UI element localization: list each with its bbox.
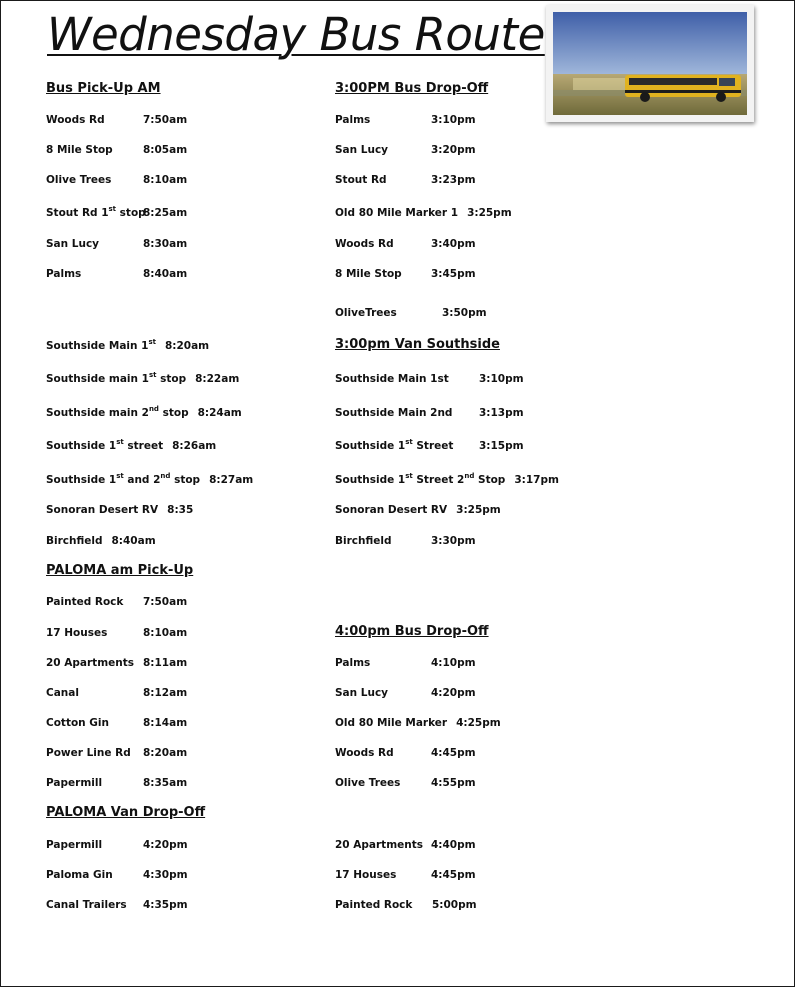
stop-row: [335, 144, 476, 156]
stop-name-text: Palms: [335, 114, 371, 126]
school-bus-photo: [546, 5, 754, 122]
am-pickup-heading: Bus Pick-Up AM: [46, 81, 161, 96]
stop-name: [335, 207, 458, 219]
stop-time: 4:35pm: [143, 899, 188, 911]
stop-name-text: street: [123, 440, 164, 452]
stop-name: [335, 839, 431, 851]
stop-row: [46, 899, 188, 911]
stop-row: [46, 717, 187, 729]
stop-name-text: Southside Main 2nd: [335, 407, 453, 419]
stop-row: [46, 144, 187, 156]
stop-name: [46, 268, 143, 280]
stop-time: 8:24am: [197, 407, 242, 419]
stop-name: [46, 407, 189, 419]
stop-name-text: Southside main 2: [46, 407, 149, 419]
stop-name-text: San Lucy: [335, 144, 389, 156]
stop-row: [46, 174, 187, 186]
stop-name-text: Southside main 1: [46, 373, 149, 385]
stop-row: [335, 899, 477, 911]
stop-name-text: Southside Main 1st: [335, 373, 449, 385]
stop-row: [46, 114, 187, 126]
stop-name: [335, 535, 431, 547]
stop-name: [46, 657, 143, 669]
stop-name: [46, 440, 163, 452]
stop-name: [46, 373, 186, 385]
stop-row: [46, 777, 187, 789]
stop-name: [335, 657, 431, 669]
stop-name-text: Painted Rock: [46, 596, 124, 608]
stop-row: [46, 687, 187, 699]
stop-name: [46, 747, 143, 759]
stop-name-text: Old 80 Mile Marker 1: [335, 207, 459, 219]
stop-name: [46, 839, 143, 851]
stop-name-text: Stout Rd 1: [46, 207, 109, 219]
stop-name: [335, 717, 447, 729]
stop-time: 8:11am: [143, 657, 188, 669]
stop-name-text: Southside 1: [46, 440, 117, 452]
stop-name-text: Old 80 Mile Marker: [335, 717, 448, 729]
stop-time: 8:35am: [143, 777, 188, 789]
stop-name-text: Power Line Rd: [46, 747, 131, 759]
stop-name-text: 20 Apartments: [46, 657, 134, 669]
stop-row: [46, 627, 187, 639]
stop-time: 4:25pm: [456, 717, 501, 729]
stop-name-text: Cotton Gin: [46, 717, 109, 729]
stop-name-text: 17 Houses: [46, 627, 108, 639]
ordinal-suffix: st: [148, 338, 156, 346]
ordinal-suffix: nd: [160, 472, 171, 480]
stop-name-text: Stout Rd: [335, 174, 387, 186]
stop-name: [46, 174, 143, 186]
van-300-heading: 3:00pm Van Southside: [335, 337, 500, 352]
stop-name-text: stop: [170, 474, 201, 486]
stop-row: [46, 440, 216, 452]
stop-name: [46, 627, 143, 639]
stop-time: 7:50am: [143, 114, 188, 126]
stop-time: 8:27am: [209, 474, 254, 486]
stop-name: [335, 307, 442, 319]
ordinal-suffix: st: [108, 205, 117, 213]
stop-row: [335, 717, 501, 729]
stop-row: [46, 407, 242, 419]
stop-name: [46, 504, 158, 516]
stop-time: 8:20am: [143, 747, 188, 759]
stop-time: 3:17pm: [514, 474, 559, 486]
stop-time: 7:50am: [143, 596, 188, 608]
stop-row: [335, 174, 476, 186]
stop-name: [46, 869, 143, 881]
stop-name: [335, 687, 431, 699]
stop-name-text: OliveTrees: [335, 307, 397, 319]
ordinal-suffix: st: [405, 438, 413, 446]
stop-time: 3:10pm: [479, 373, 524, 385]
stop-name: [46, 238, 143, 250]
stop-time: 8:25am: [143, 207, 188, 219]
stop-time: 4:30pm: [143, 869, 188, 881]
ordinal-suffix: st: [148, 371, 157, 379]
stop-time: 3:45pm: [431, 268, 476, 280]
stop-name-text: stop: [156, 373, 187, 385]
stop-time: 4:40pm: [431, 839, 476, 851]
stop-name-text: 20 Apartments: [335, 839, 423, 851]
stop-name-text: Stop: [474, 474, 506, 486]
stop-row: [46, 535, 156, 547]
stop-row: [335, 114, 476, 126]
stop-name-text: Woods Rd: [335, 238, 394, 250]
stop-name: [335, 238, 431, 250]
stop-name: [335, 504, 447, 516]
stop-name-text: Southside 1: [335, 440, 406, 452]
ordinal-suffix: nd: [464, 472, 475, 480]
stop-time: 3:15pm: [479, 440, 524, 452]
stop-name-text: Sonoran Desert RV: [335, 504, 448, 516]
stop-name: [335, 777, 431, 789]
stop-name: [46, 596, 143, 608]
stop-name: [335, 440, 479, 452]
stop-row: [46, 747, 187, 759]
stop-name: [335, 144, 431, 156]
paloma-am-heading: PALOMA am Pick-Up: [46, 563, 194, 578]
drop-400-heading: 4:00pm Bus Drop-Off: [335, 624, 489, 639]
stop-row: [46, 340, 209, 352]
stop-name-text: Southside 1: [46, 474, 117, 486]
stop-row: [46, 474, 253, 486]
stop-name-text: 8 Mile Stop: [46, 144, 113, 156]
stop-time: 8:12am: [143, 687, 188, 699]
bus-image: [553, 12, 747, 115]
stop-time: 3:40pm: [431, 238, 476, 250]
stop-name-text: Paloma Gin: [46, 869, 113, 881]
stop-time: 5:00pm: [432, 899, 477, 911]
stop-row: [335, 869, 476, 881]
stop-name: [46, 340, 156, 352]
stop-name: [46, 114, 143, 126]
stop-time: 3:25pm: [467, 207, 512, 219]
stop-name: [46, 205, 146, 219]
stop-row: [335, 474, 559, 486]
stop-name-text: Street: [412, 440, 454, 452]
stop-time: 8:05am: [143, 144, 188, 156]
stop-name-text: Southside 1: [335, 474, 406, 486]
stop-name-text: Olive Trees: [335, 777, 401, 789]
stop-name-text: San Lucy: [46, 238, 100, 250]
stop-name-text: Painted Rock: [335, 899, 413, 911]
stop-row: [335, 777, 476, 789]
stop-time: 8:10am: [143, 174, 188, 186]
stop-name: [46, 777, 143, 789]
stop-row: [46, 869, 188, 881]
stop-time: 3:10pm: [431, 114, 476, 126]
stop-time: 8:26am: [172, 440, 217, 452]
stop-row: [335, 307, 487, 319]
stop-row: [46, 657, 187, 669]
stop-name-text: Papermill: [46, 777, 103, 789]
ordinal-suffix: nd: [148, 405, 159, 413]
ordinal-suffix: st: [116, 438, 124, 446]
drop-300-heading: 3:00PM Bus Drop-Off: [335, 81, 489, 96]
stop-row: [335, 207, 512, 219]
stop-name-text: Sonoran Desert RV: [46, 504, 159, 516]
stop-time: 8:22am: [195, 373, 240, 385]
stop-time: 8:20am: [164, 340, 210, 352]
stop-time: 4:45pm: [431, 747, 476, 759]
stop-time: 3:25pm: [456, 504, 501, 516]
stop-name-text: Birchfield: [46, 535, 103, 547]
stop-name-text: Papermill: [46, 839, 103, 851]
stop-time: 3:23pm: [431, 174, 476, 186]
ordinal-suffix: st: [116, 472, 124, 480]
stop-name: [335, 899, 432, 911]
stop-name-text: Woods Rd: [46, 114, 105, 126]
stop-name-text: Olive Trees: [46, 174, 112, 186]
stop-name: [335, 114, 431, 126]
stop-name: [335, 747, 431, 759]
stop-time: 3:50pm: [442, 307, 487, 319]
stop-row: [46, 839, 188, 851]
stop-row: [335, 373, 524, 385]
stop-name-text: stop: [116, 207, 146, 219]
stop-row: [335, 504, 501, 516]
stop-name-text: stop: [158, 407, 189, 419]
stop-time: 3:30pm: [431, 535, 476, 547]
stop-name-text: Palms: [46, 268, 82, 280]
stop-name-text: Woods Rd: [335, 747, 394, 759]
stop-time: 4:55pm: [431, 777, 476, 789]
stop-row: [46, 238, 187, 250]
stop-time: 4:20pm: [143, 839, 188, 851]
stop-time: 8:30am: [143, 238, 188, 250]
stop-name-text: Canal Trailers: [46, 899, 127, 911]
stop-time: 3:20pm: [431, 144, 476, 156]
stop-name: [46, 717, 143, 729]
stop-time: 8:40am: [111, 535, 156, 547]
stop-time: 3:13pm: [479, 407, 524, 419]
stop-name: [46, 474, 200, 486]
stop-name-text: 17 Houses: [335, 869, 397, 881]
stop-name: [46, 687, 143, 699]
stop-row: [335, 238, 476, 250]
stop-name: [335, 869, 431, 881]
stop-row: [335, 687, 476, 699]
stop-name-text: Street 2: [412, 474, 465, 486]
stop-name-text: Canal: [46, 687, 79, 699]
stop-row: [46, 596, 187, 608]
stop-row: [335, 440, 524, 452]
stop-time: 8:35: [167, 504, 194, 516]
stop-name-text: 8 Mile Stop: [335, 268, 402, 280]
stop-name: [46, 899, 143, 911]
stop-name-text: and 2: [123, 474, 161, 486]
stop-name-text: Palms: [335, 657, 371, 669]
stop-name: [335, 174, 431, 186]
stop-row: [335, 407, 524, 419]
stop-name: [335, 474, 505, 486]
stop-row: [46, 504, 193, 516]
ordinal-suffix: st: [405, 472, 413, 480]
stop-name: [335, 407, 479, 419]
stop-name: [46, 144, 143, 156]
stop-name: [46, 535, 103, 547]
stop-row: [335, 268, 476, 280]
stop-time: 8:10am: [143, 627, 188, 639]
stop-name: [335, 373, 479, 385]
stop-name: [335, 268, 431, 280]
stop-time: 8:40am: [143, 268, 188, 280]
stop-name-text: Birchfield: [335, 535, 392, 547]
stop-row: [46, 268, 187, 280]
stop-name-text: Southside Main 1: [46, 340, 149, 352]
stop-row: [335, 747, 476, 759]
paloma-van-heading: PALOMA Van Drop-Off: [46, 805, 206, 820]
page-title: Wednesday Bus Route: [47, 8, 545, 61]
stop-time: 4:20pm: [431, 687, 476, 699]
stop-time: 4:45pm: [431, 869, 476, 881]
stop-time: 8:14am: [143, 717, 188, 729]
stop-time: 4:10pm: [431, 657, 476, 669]
stop-row: [335, 535, 476, 547]
stop-row: [335, 839, 476, 851]
stop-name-text: San Lucy: [335, 687, 389, 699]
stop-row: [335, 657, 476, 669]
stop-row: [46, 373, 239, 385]
stop-row: [46, 207, 187, 219]
